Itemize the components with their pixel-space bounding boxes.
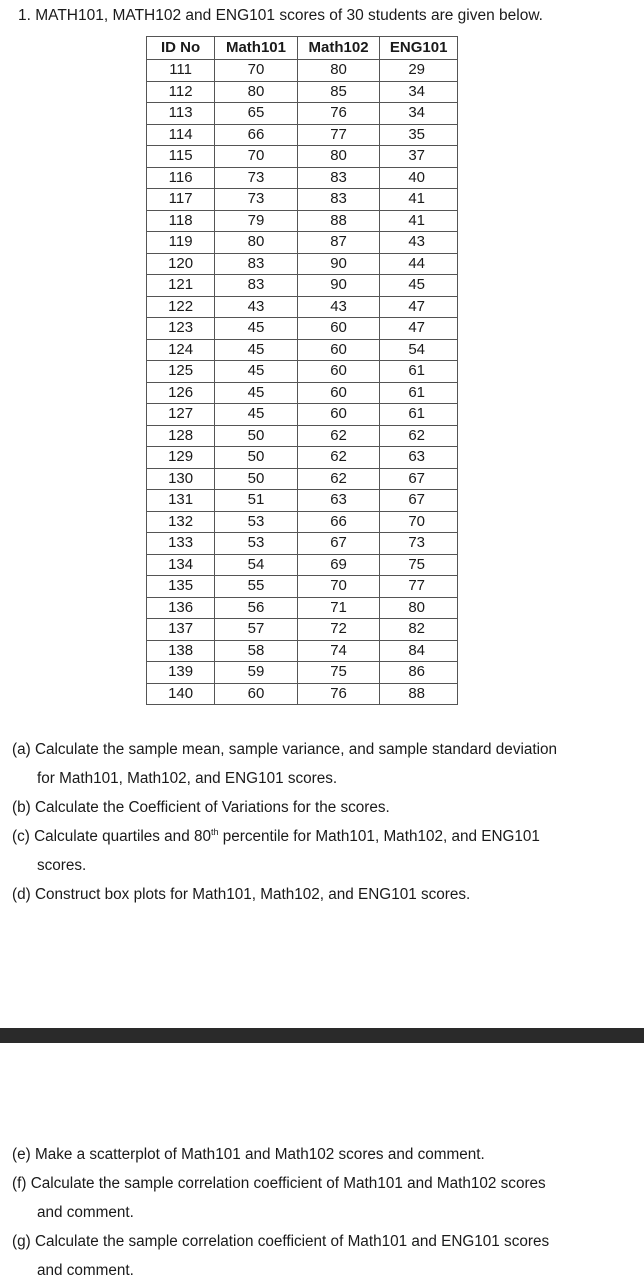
cell-eng101: 41 [380, 189, 458, 211]
cell-id: 131 [147, 490, 215, 512]
question-c-superscript: th [210, 826, 219, 837]
table-row [147, 189, 458, 211]
table-row [147, 339, 458, 361]
cell-eng101: 82 [380, 619, 458, 641]
cell-id: 115 [147, 146, 215, 168]
cell-math101: 43 [215, 296, 298, 318]
cell-id: 121 [147, 275, 215, 297]
cell-math102: 67 [297, 533, 380, 555]
cell-eng101: 86 [380, 662, 458, 684]
question-g-line1: (g) Calculate the sample correlation coefficient of Math101 and ENG101 scores [12, 1233, 550, 1250]
cell-eng101: 67 [380, 468, 458, 490]
cell-id: 113 [147, 103, 215, 125]
cell-math102: 66 [297, 511, 380, 533]
cell-math102: 70 [297, 576, 380, 598]
cell-math101: 70 [215, 60, 298, 82]
cell-math102: 75 [297, 662, 380, 684]
cell-math101: 80 [215, 232, 298, 254]
table-row [147, 662, 458, 684]
cell-math102: 76 [297, 103, 380, 125]
cell-math101: 50 [215, 425, 298, 447]
question-c-line1-post: percentile for Math101, Math102, and ENG101 [218, 828, 540, 845]
question-f-line1: (f) Calculate the sample correlation coefficient of Math101 and Math102 scores [12, 1175, 546, 1192]
cell-math102: 88 [297, 210, 380, 232]
cell-math102: 63 [297, 490, 380, 512]
cell-eng101: 67 [380, 490, 458, 512]
cell-eng101: 43 [380, 232, 458, 254]
page-divider [0, 1028, 644, 1043]
cell-id: 112 [147, 81, 215, 103]
cell-math102: 60 [297, 339, 380, 361]
table-row [147, 253, 458, 275]
cell-math101: 83 [215, 275, 298, 297]
cell-math101: 45 [215, 361, 298, 383]
cell-id: 135 [147, 576, 215, 598]
cell-eng101: 80 [380, 597, 458, 619]
question-c-line2: scores. [37, 857, 87, 874]
cell-math101: 45 [215, 404, 298, 426]
cell-id: 114 [147, 124, 215, 146]
cell-math101: 79 [215, 210, 298, 232]
cell-id: 111 [147, 60, 215, 82]
cell-id: 118 [147, 210, 215, 232]
cell-eng101: 47 [380, 296, 458, 318]
question-b-line1: (b) Calculate the Coefficient of Variations for the scores. [12, 799, 390, 816]
question-f [12, 1169, 632, 1227]
cell-id: 124 [147, 339, 215, 361]
table-row [147, 447, 458, 469]
cell-id: 130 [147, 468, 215, 490]
table-row [147, 404, 458, 426]
cell-math101: 53 [215, 533, 298, 555]
cell-eng101: 35 [380, 124, 458, 146]
question-d [12, 880, 632, 909]
cell-math102: 62 [297, 425, 380, 447]
cell-math102: 60 [297, 404, 380, 426]
cell-math102: 43 [297, 296, 380, 318]
cell-id: 122 [147, 296, 215, 318]
table-row [147, 511, 458, 533]
cell-id: 119 [147, 232, 215, 254]
cell-id: 140 [147, 683, 215, 705]
header-id: ID No [147, 37, 215, 60]
cell-math102: 74 [297, 640, 380, 662]
table-row [147, 490, 458, 512]
cell-math101: 50 [215, 447, 298, 469]
cell-eng101: 84 [380, 640, 458, 662]
cell-eng101: 61 [380, 404, 458, 426]
cell-eng101: 61 [380, 382, 458, 404]
cell-math101: 59 [215, 662, 298, 684]
table-row [147, 232, 458, 254]
cell-math102: 83 [297, 167, 380, 189]
cell-id: 136 [147, 597, 215, 619]
cell-math102: 69 [297, 554, 380, 576]
cell-eng101: 34 [380, 81, 458, 103]
question-a-line2: for Math101, Math102, and ENG101 scores. [37, 770, 338, 787]
cell-math101: 65 [215, 103, 298, 125]
problem-heading: 1. MATH101, MATH102 and ENG101 scores of 30 students are given below. [18, 7, 543, 24]
cell-math101: 73 [215, 167, 298, 189]
cell-eng101: 61 [380, 361, 458, 383]
cell-eng101: 73 [380, 533, 458, 555]
question-c [12, 822, 632, 880]
table-row [147, 425, 458, 447]
table-row [147, 533, 458, 555]
cell-eng101: 47 [380, 318, 458, 340]
cell-math101: 54 [215, 554, 298, 576]
cell-math101: 66 [215, 124, 298, 146]
table-row [147, 296, 458, 318]
cell-math102: 90 [297, 253, 380, 275]
cell-math101: 51 [215, 490, 298, 512]
table-row [147, 81, 458, 103]
cell-math101: 45 [215, 382, 298, 404]
cell-id: 117 [147, 189, 215, 211]
cell-id: 120 [147, 253, 215, 275]
cell-math102: 80 [297, 146, 380, 168]
table-row [147, 103, 458, 125]
cell-id: 128 [147, 425, 215, 447]
table-header-row [147, 37, 458, 60]
question-d-line1: (d) Construct box plots for Math101, Math102, and ENG101 scores. [12, 886, 471, 903]
cell-id: 126 [147, 382, 215, 404]
table-row [147, 576, 458, 598]
question-g-line2: and comment. [37, 1262, 134, 1279]
cell-math101: 70 [215, 146, 298, 168]
cell-math101: 58 [215, 640, 298, 662]
cell-id: 132 [147, 511, 215, 533]
cell-math101: 60 [215, 683, 298, 705]
question-g [12, 1227, 632, 1285]
table-row [147, 146, 458, 168]
cell-math102: 90 [297, 275, 380, 297]
cell-math101: 53 [215, 511, 298, 533]
cell-math101: 45 [215, 318, 298, 340]
question-c-line1-pre: (c) Calculate quartiles and 80 [12, 828, 211, 845]
question-e [12, 1140, 632, 1169]
cell-eng101: 37 [380, 146, 458, 168]
cell-math101: 55 [215, 576, 298, 598]
question-e-line1: (e) Make a scatterplot of Math101 and Math102 scores and comment. [12, 1146, 485, 1163]
question-f-line2: and comment. [37, 1204, 134, 1221]
table-row [147, 468, 458, 490]
cell-id: 133 [147, 533, 215, 555]
table-row [147, 318, 458, 340]
cell-math102: 60 [297, 318, 380, 340]
table-row [147, 275, 458, 297]
cell-id: 123 [147, 318, 215, 340]
header-eng101: ENG101 [380, 37, 458, 60]
cell-id: 138 [147, 640, 215, 662]
cell-eng101: 63 [380, 447, 458, 469]
header-math102: Math102 [297, 37, 380, 60]
cell-eng101: 70 [380, 511, 458, 533]
table-row [147, 60, 458, 82]
cell-math101: 73 [215, 189, 298, 211]
table-row [147, 361, 458, 383]
cell-math102: 62 [297, 447, 380, 469]
cell-eng101: 44 [380, 253, 458, 275]
header-math101: Math101 [215, 37, 298, 60]
table-row [147, 124, 458, 146]
table-row [147, 382, 458, 404]
cell-eng101: 40 [380, 167, 458, 189]
cell-id: 137 [147, 619, 215, 641]
cell-math102: 60 [297, 382, 380, 404]
cell-math102: 83 [297, 189, 380, 211]
question-a [12, 735, 632, 793]
cell-math101: 50 [215, 468, 298, 490]
cell-math102: 77 [297, 124, 380, 146]
table-row [147, 683, 458, 705]
question-b [12, 793, 632, 822]
cell-math102: 76 [297, 683, 380, 705]
cell-eng101: 88 [380, 683, 458, 705]
cell-id: 134 [147, 554, 215, 576]
cell-eng101: 41 [380, 210, 458, 232]
cell-math102: 60 [297, 361, 380, 383]
scores-table [146, 36, 458, 705]
cell-eng101: 45 [380, 275, 458, 297]
cell-id: 116 [147, 167, 215, 189]
cell-math101: 80 [215, 81, 298, 103]
cell-eng101: 75 [380, 554, 458, 576]
cell-math102: 85 [297, 81, 380, 103]
cell-math101: 45 [215, 339, 298, 361]
cell-eng101: 77 [380, 576, 458, 598]
table-row [147, 640, 458, 662]
table-body [147, 60, 458, 705]
cell-eng101: 34 [380, 103, 458, 125]
cell-math102: 72 [297, 619, 380, 641]
cell-math102: 87 [297, 232, 380, 254]
table-row [147, 597, 458, 619]
cell-math101: 57 [215, 619, 298, 641]
cell-math102: 80 [297, 60, 380, 82]
table-row [147, 554, 458, 576]
question-a-line1: (a) Calculate the sample mean, sample variance, and sample standard deviation [12, 741, 558, 758]
cell-math102: 71 [297, 597, 380, 619]
table-row [147, 210, 458, 232]
cell-id: 139 [147, 662, 215, 684]
table-row [147, 619, 458, 641]
cell-id: 127 [147, 404, 215, 426]
cell-eng101: 29 [380, 60, 458, 82]
cell-id: 129 [147, 447, 215, 469]
cell-math101: 83 [215, 253, 298, 275]
cell-eng101: 54 [380, 339, 458, 361]
cell-id: 125 [147, 361, 215, 383]
cell-math101: 56 [215, 597, 298, 619]
table-row [147, 167, 458, 189]
cell-math102: 62 [297, 468, 380, 490]
cell-eng101: 62 [380, 425, 458, 447]
